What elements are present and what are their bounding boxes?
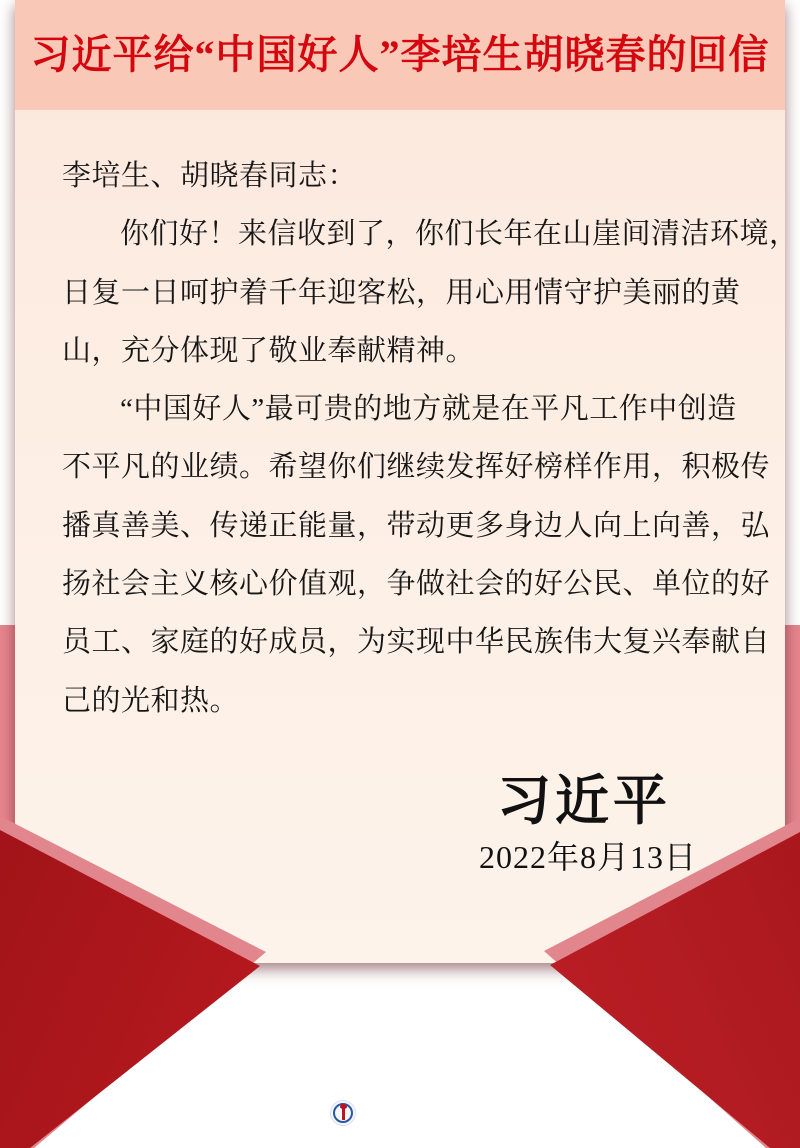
logo-torch bbox=[342, 1107, 345, 1120]
letter-paper bbox=[15, 0, 799, 963]
letter-line: 己的光和热。 bbox=[62, 684, 240, 717]
letter-date: 2022年8月13日 bbox=[478, 839, 698, 875]
credit-line bbox=[330, 1100, 470, 1126]
letter-line: 员工、家庭的好成员，为实现中华民族伟大复兴奉献自 bbox=[62, 626, 771, 659]
letter-line: 不平凡的业绩。希望你们继续发挥好榜样作用，积极传 bbox=[62, 451, 771, 484]
letter-line: “中国好人”最可贵的地方就是在平凡工作中创造 bbox=[120, 393, 737, 426]
letter-body bbox=[62, 147, 799, 730]
letter-line: 山，充分体现了敬业奉献精神。 bbox=[62, 334, 476, 367]
signature: 习近平 bbox=[497, 771, 671, 831]
letter-line: 扬社会主义核心价值观，争做社会的好公民、单位的好 bbox=[62, 568, 771, 601]
credit-text: 新华社发 bbox=[366, 1101, 470, 1125]
page-title: 习近平给“中国好人”李培生胡晓春的回信 bbox=[30, 32, 770, 77]
letter-line: 播真善美、传递正能量，带动更多身边人向上向善，弘 bbox=[62, 509, 771, 542]
xinhua-logo-icon bbox=[330, 1100, 356, 1126]
letter-line: 日复一日呵护着千年迎客松，用心用情守护美丽的黄 bbox=[62, 276, 741, 309]
letter-line: 你们好！来信收到了，你们长年在山崖间清洁环境， bbox=[120, 218, 799, 251]
letter-line: 李培生、胡晓春同志： bbox=[62, 160, 358, 192]
title-banner bbox=[15, 0, 785, 110]
